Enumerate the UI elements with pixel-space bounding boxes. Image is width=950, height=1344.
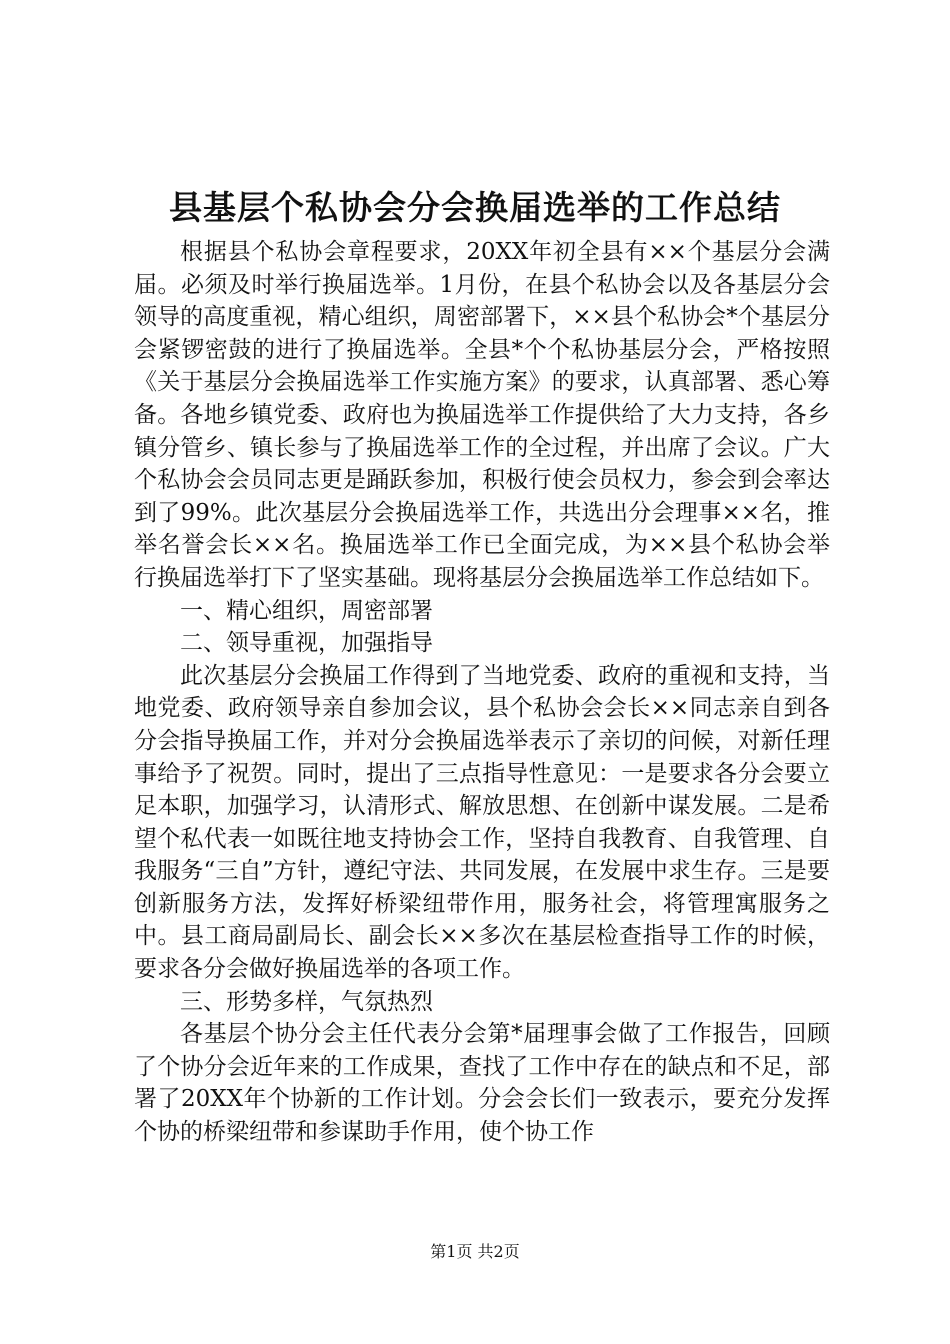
document-body: [134, 236, 830, 1149]
section-heading-2: 二、领导重视，加强指导: [180, 630, 433, 657]
page-number-footer: 第1页 共2页: [430, 1242, 520, 1261]
section-heading-1: 一、精心组织，周密部署: [180, 597, 433, 624]
section-heading-3: 三、形势多样，气氛热烈: [180, 988, 433, 1015]
paragraph-intro: 根据县个私协会章程要求，20XX年初全县有××个基层分会满届。必须及时举行换届选举。1月份，在县个私协会以及各基层分会领导的高度重视，精心组织，周密部署下，××县个私协会*个基层分会紧锣密鼓的进行了换届选举。全县*个个私协基层分会，严格按照《关于基层分会换届选举工作实施方案》的要求，认真部署、悉心筹备。各地乡镇党委、政府也为换届选举工作提供给了大力支持，各乡镇分管乡、镇长参与了换届选举工作的全过程，并出席了会议。广大个私协会会员同志更是踊跃参加，积极行使会员权力，参会到会率达到了99%。此次基层分会换届选举工作，共选出分会理事××名，推举名誉会长××名。换届选举工作已全面完成，为××县个私协会举行换届选举打下了坚实基础。现将基层分会换届选举工作总结如下。: [134, 239, 830, 591]
document-title: 县基层个私协会分会换届选举的工作总结: [169, 188, 781, 227]
paragraph-section-3: 各基层个协分会主任代表分会第*届理事会做了工作报告，回顾了个协分会近年来的工作成果，查找了工作中存在的缺点和不足，部署了20XX年个协新的工作计划。分会会长们一致表示，要充分发挥个协的桥梁纽带和参谋助手作用，使个协工作: [134, 1021, 830, 1146]
paragraph-section-2: 此次基层分会换届工作得到了当地党委、政府的重视和支持，当地党委、政府领导亲自参加会议，县个私协会会长××同志亲自到各分会指导换届工作，并对分会换届选举表示了亲切的问候，对新任理事给予了祝贺。同时，提出了三点指导性意见：一是要求各分会要立足本职，加强学习，认清形式、解放思想、在创新中谋发展。二是希望个私代表一如既往地支持协会工作，坚持自我教育、自我管理、自我服务“三自”方针，遵纪守法、共同发展，在发展中求生存。三是要创新服务方法，发挥好桥梁纽带作用，服务社会，将管理寓服务之中。县工商局副局长、副会长××多次在基层检查指导工作的时候，要求各分会做好换届选举的各项工作。: [134, 662, 830, 983]
